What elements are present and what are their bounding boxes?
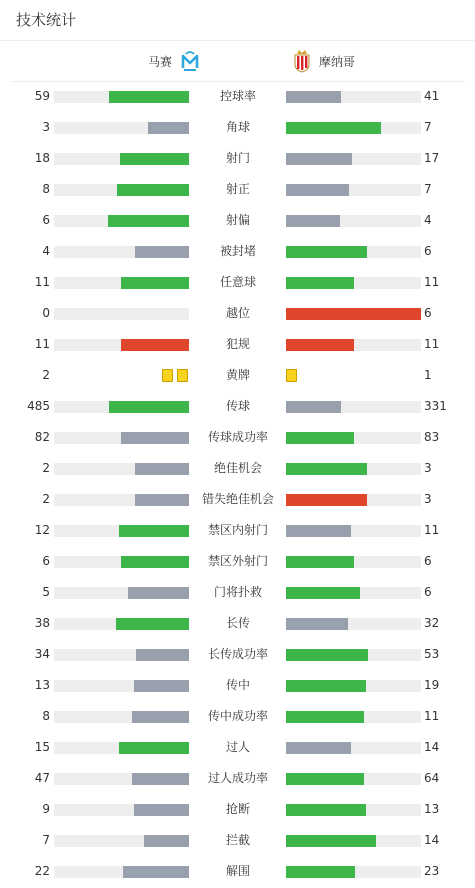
away-stat-bar-fill (286, 308, 421, 320)
home-stat-value: 38 (34, 616, 50, 630)
stat-label: 黄牌 (225, 368, 250, 382)
away-stat-value: 41 (424, 89, 440, 103)
away-stat-bar-fill (286, 587, 360, 599)
home-stat-value: 34 (34, 647, 50, 661)
away-stat-bar-fill (286, 401, 341, 413)
away-stat-bar (286, 153, 421, 165)
home-stat-bar-fill (135, 246, 189, 258)
home-stat-value: 3 (42, 120, 50, 134)
away-stat-bar (286, 711, 421, 723)
home-stat-bar-fill (134, 804, 189, 816)
away-stat-bar (286, 649, 421, 661)
home-stat-bar (54, 649, 189, 661)
home-stat-bar-fill (116, 618, 189, 630)
stat-row (0, 763, 475, 794)
home-stat-value: 11 (34, 275, 50, 289)
away-yellow-cards (286, 369, 297, 382)
stat-label: 任意球 (219, 275, 256, 289)
away-stat-bar (286, 680, 421, 692)
home-stat-bar-fill (109, 91, 189, 103)
home-stat-bar (54, 463, 189, 475)
away-stat-bar-fill (286, 91, 341, 103)
stat-row (0, 577, 475, 608)
away-stat-bar (286, 215, 421, 227)
away-stat-bar (286, 835, 421, 847)
away-stat-value: 3 (424, 461, 432, 475)
home-stat-value: 4 (42, 244, 50, 258)
stat-row (0, 267, 475, 298)
away-stat-bar-fill (286, 122, 381, 134)
away-stat-value: 6 (424, 585, 432, 599)
away-stat-bar (286, 401, 421, 413)
away-stat-bar-fill (286, 215, 340, 227)
away-stat-value: 14 (424, 740, 440, 754)
away-stat-value: 64 (424, 771, 440, 785)
home-stat-bar-fill (121, 556, 189, 568)
home-stat-value: 82 (34, 430, 50, 444)
away-stat-bar (286, 91, 421, 103)
stat-label: 角球 (225, 120, 250, 134)
home-stat-bar (54, 618, 189, 630)
home-team[interactable] (148, 41, 200, 81)
home-stat-value: 15 (34, 740, 50, 754)
away-stat-value: 6 (424, 554, 432, 568)
home-stat-bar (54, 277, 189, 289)
home-stat-bar (54, 339, 189, 351)
home-stat-bar-fill (135, 463, 189, 475)
stat-label: 犯规 (225, 337, 250, 351)
stats-list (0, 81, 475, 887)
away-stat-value: 13 (424, 802, 440, 816)
home-stat-value: 485 (27, 399, 50, 413)
home-stat-value: 6 (42, 213, 50, 227)
home-stat-bar (54, 525, 189, 537)
home-stat-value: 0 (42, 306, 50, 320)
stat-row (0, 360, 475, 391)
home-stat-bar (54, 122, 189, 134)
stat-label: 禁区外射门 (207, 554, 268, 568)
stat-label: 射门 (225, 151, 250, 165)
home-stat-bar-fill (119, 742, 189, 754)
home-stat-value: 8 (42, 182, 50, 196)
stat-label: 抢断 (225, 802, 250, 816)
stat-row (0, 546, 475, 577)
away-stat-value: 17 (424, 151, 440, 165)
stat-label: 禁区内射门 (207, 523, 268, 537)
stat-row (0, 732, 475, 763)
stat-row (0, 639, 475, 670)
stat-label: 传中成功率 (207, 709, 268, 723)
stat-label: 绝佳机会 (213, 461, 262, 475)
stat-row (0, 670, 475, 701)
home-stat-value: 5 (42, 585, 50, 599)
away-stat-bar-fill (286, 339, 354, 351)
home-stat-value: 18 (34, 151, 50, 165)
away-stat-value: 4 (424, 213, 432, 227)
stat-label: 长传 (225, 616, 250, 630)
stat-row (0, 143, 475, 174)
away-stat-bar-fill (286, 246, 367, 258)
away-stat-bar (286, 866, 421, 878)
stat-row (0, 329, 475, 360)
home-stat-bar-fill (119, 525, 189, 537)
home-stat-bar (54, 556, 189, 568)
home-stat-bar-fill (109, 401, 189, 413)
home-stat-value: 8 (42, 709, 50, 723)
home-stat-bar (54, 680, 189, 692)
home-stat-value: 13 (34, 678, 50, 692)
away-stat-bar (286, 742, 421, 754)
home-stat-bar-fill (117, 184, 189, 196)
away-stat-bar-fill (286, 494, 367, 506)
home-stat-bar (54, 153, 189, 165)
stat-row (0, 298, 475, 329)
yellow-card-icon (286, 369, 297, 382)
away-stat-bar-fill (286, 773, 364, 785)
monaco-logo-icon (293, 49, 311, 73)
away-stat-bar (286, 804, 421, 816)
away-stat-bar-fill (286, 711, 364, 723)
stat-row (0, 701, 475, 732)
stat-row (0, 856, 475, 887)
away-stat-bar-fill (286, 649, 368, 661)
home-stat-bar (54, 742, 189, 754)
away-stat-bar-fill (286, 618, 348, 630)
home-yellow-cards (162, 369, 188, 382)
marseille-logo-icon (180, 50, 200, 72)
home-stat-value: 11 (34, 337, 50, 351)
away-stat-bar (286, 587, 421, 599)
home-stat-bar-fill (120, 153, 189, 165)
stat-label: 传球成功率 (207, 430, 268, 444)
home-stat-bar (54, 804, 189, 816)
away-stat-value: 331 (424, 399, 447, 413)
away-stat-bar (286, 494, 421, 506)
away-team-name: 摩纳哥 (319, 54, 356, 69)
away-stat-bar-fill (286, 742, 351, 754)
home-stat-bar (54, 246, 189, 258)
home-stat-bar (54, 835, 189, 847)
stat-label: 过人成功率 (207, 771, 268, 785)
stat-label: 门将扑救 (213, 585, 262, 599)
away-stat-value: 11 (424, 709, 440, 723)
home-team-name: 马赛 (147, 54, 172, 69)
home-stat-bar (54, 773, 189, 785)
stat-row (0, 484, 475, 515)
stat-row (0, 236, 475, 267)
away-stat-bar-fill (286, 184, 349, 196)
stat-row (0, 794, 475, 825)
stat-row (0, 81, 475, 112)
stat-label: 传球 (225, 399, 250, 413)
stat-label: 被封堵 (219, 244, 256, 258)
home-stat-bar-fill (134, 680, 189, 692)
home-stat-bar-fill (135, 494, 189, 506)
home-stat-bar (54, 587, 189, 599)
away-stat-bar (286, 122, 421, 134)
stat-label: 射偏 (225, 213, 250, 227)
away-stat-value: 7 (424, 120, 432, 134)
home-stat-bar (54, 866, 189, 878)
away-stat-bar (286, 432, 421, 444)
home-stat-value: 2 (42, 461, 50, 475)
home-stat-bar-fill (108, 215, 189, 227)
stat-row (0, 174, 475, 205)
away-stat-value: 6 (424, 306, 432, 320)
stat-label: 错失绝佳机会 (201, 492, 274, 506)
away-stat-bar-fill (286, 866, 355, 878)
away-stat-bar (286, 618, 421, 630)
away-stat-value: 11 (424, 337, 440, 351)
home-stat-value: 2 (42, 492, 50, 506)
stat-row (0, 608, 475, 639)
stat-label: 过人 (225, 740, 250, 754)
home-stat-bar-fill (123, 866, 189, 878)
away-stat-bar-fill (286, 835, 376, 847)
home-stat-bar (54, 91, 189, 103)
stat-label: 越位 (225, 306, 250, 320)
away-stat-value: 1 (424, 368, 432, 382)
away-stat-value: 6 (424, 244, 432, 258)
away-stat-bar (286, 556, 421, 568)
away-stat-bar-fill (286, 556, 354, 568)
home-stat-bar-fill (144, 835, 189, 847)
home-stat-bar (54, 432, 189, 444)
stat-label: 控球率 (219, 89, 256, 103)
away-stat-value: 14 (424, 833, 440, 847)
home-stat-value: 2 (42, 368, 50, 382)
away-stat-bar-fill (286, 680, 366, 692)
stat-row (0, 391, 475, 422)
home-stat-value: 59 (34, 89, 50, 103)
home-stat-value: 12 (34, 523, 50, 537)
home-stat-value: 47 (34, 771, 50, 785)
stat-label: 解围 (225, 864, 250, 878)
away-stat-bar-fill (286, 463, 367, 475)
away-stat-bar-fill (286, 153, 352, 165)
home-stat-bar-fill (148, 122, 189, 134)
home-stat-value: 6 (42, 554, 50, 568)
away-stat-value: 53 (424, 647, 440, 661)
away-stat-value: 11 (424, 275, 440, 289)
stat-label: 长传成功率 (207, 647, 268, 661)
home-stat-bar (54, 494, 189, 506)
stat-row (0, 422, 475, 453)
stat-row (0, 205, 475, 236)
away-stat-value: 7 (424, 182, 432, 196)
away-stat-bar (286, 525, 421, 537)
away-stat-value: 19 (424, 678, 440, 692)
home-stat-bar (54, 711, 189, 723)
stat-label: 射正 (225, 182, 250, 196)
away-stat-bar (286, 184, 421, 196)
home-stat-bar-fill (132, 773, 189, 785)
home-stat-value: 7 (42, 833, 50, 847)
stat-row (0, 515, 475, 546)
home-stat-value: 22 (34, 864, 50, 878)
home-stat-bar (54, 308, 189, 320)
away-stat-value: 83 (424, 430, 440, 444)
home-stat-bar (54, 184, 189, 196)
home-stat-bar-fill (121, 432, 189, 444)
away-stat-bar (286, 277, 421, 289)
away-stat-bar-fill (286, 432, 354, 444)
stat-row (0, 112, 475, 143)
away-stat-value: 3 (424, 492, 432, 506)
away-stat-bar-fill (286, 804, 366, 816)
home-stat-value: 9 (42, 802, 50, 816)
away-stat-value: 23 (424, 864, 440, 878)
page-title: 技术统计 (16, 11, 77, 29)
yellow-card-icon (162, 369, 173, 382)
away-stat-bar (286, 339, 421, 351)
away-stat-bar (286, 773, 421, 785)
home-stat-bar-fill (136, 649, 189, 661)
away-stat-bar (286, 463, 421, 475)
stat-row (0, 825, 475, 856)
home-stat-bar-fill (121, 339, 189, 351)
stat-label: 拦截 (225, 833, 250, 847)
home-stat-bar (54, 401, 189, 413)
stat-label: 传中 (225, 678, 250, 692)
home-stat-bar-fill (132, 711, 189, 723)
home-stat-bar-fill (128, 587, 189, 599)
away-stat-bar-fill (286, 525, 351, 537)
home-stat-bar-fill (121, 277, 189, 289)
away-team[interactable] (293, 41, 355, 81)
away-stat-value: 32 (424, 616, 440, 630)
yellow-card-icon (177, 369, 188, 382)
home-stat-bar (54, 215, 189, 227)
away-stat-bar (286, 246, 421, 258)
stat-row (0, 453, 475, 484)
teams-header (0, 41, 475, 81)
away-stat-value: 11 (424, 523, 440, 537)
away-stat-bar (286, 308, 421, 320)
away-stat-bar-fill (286, 277, 354, 289)
